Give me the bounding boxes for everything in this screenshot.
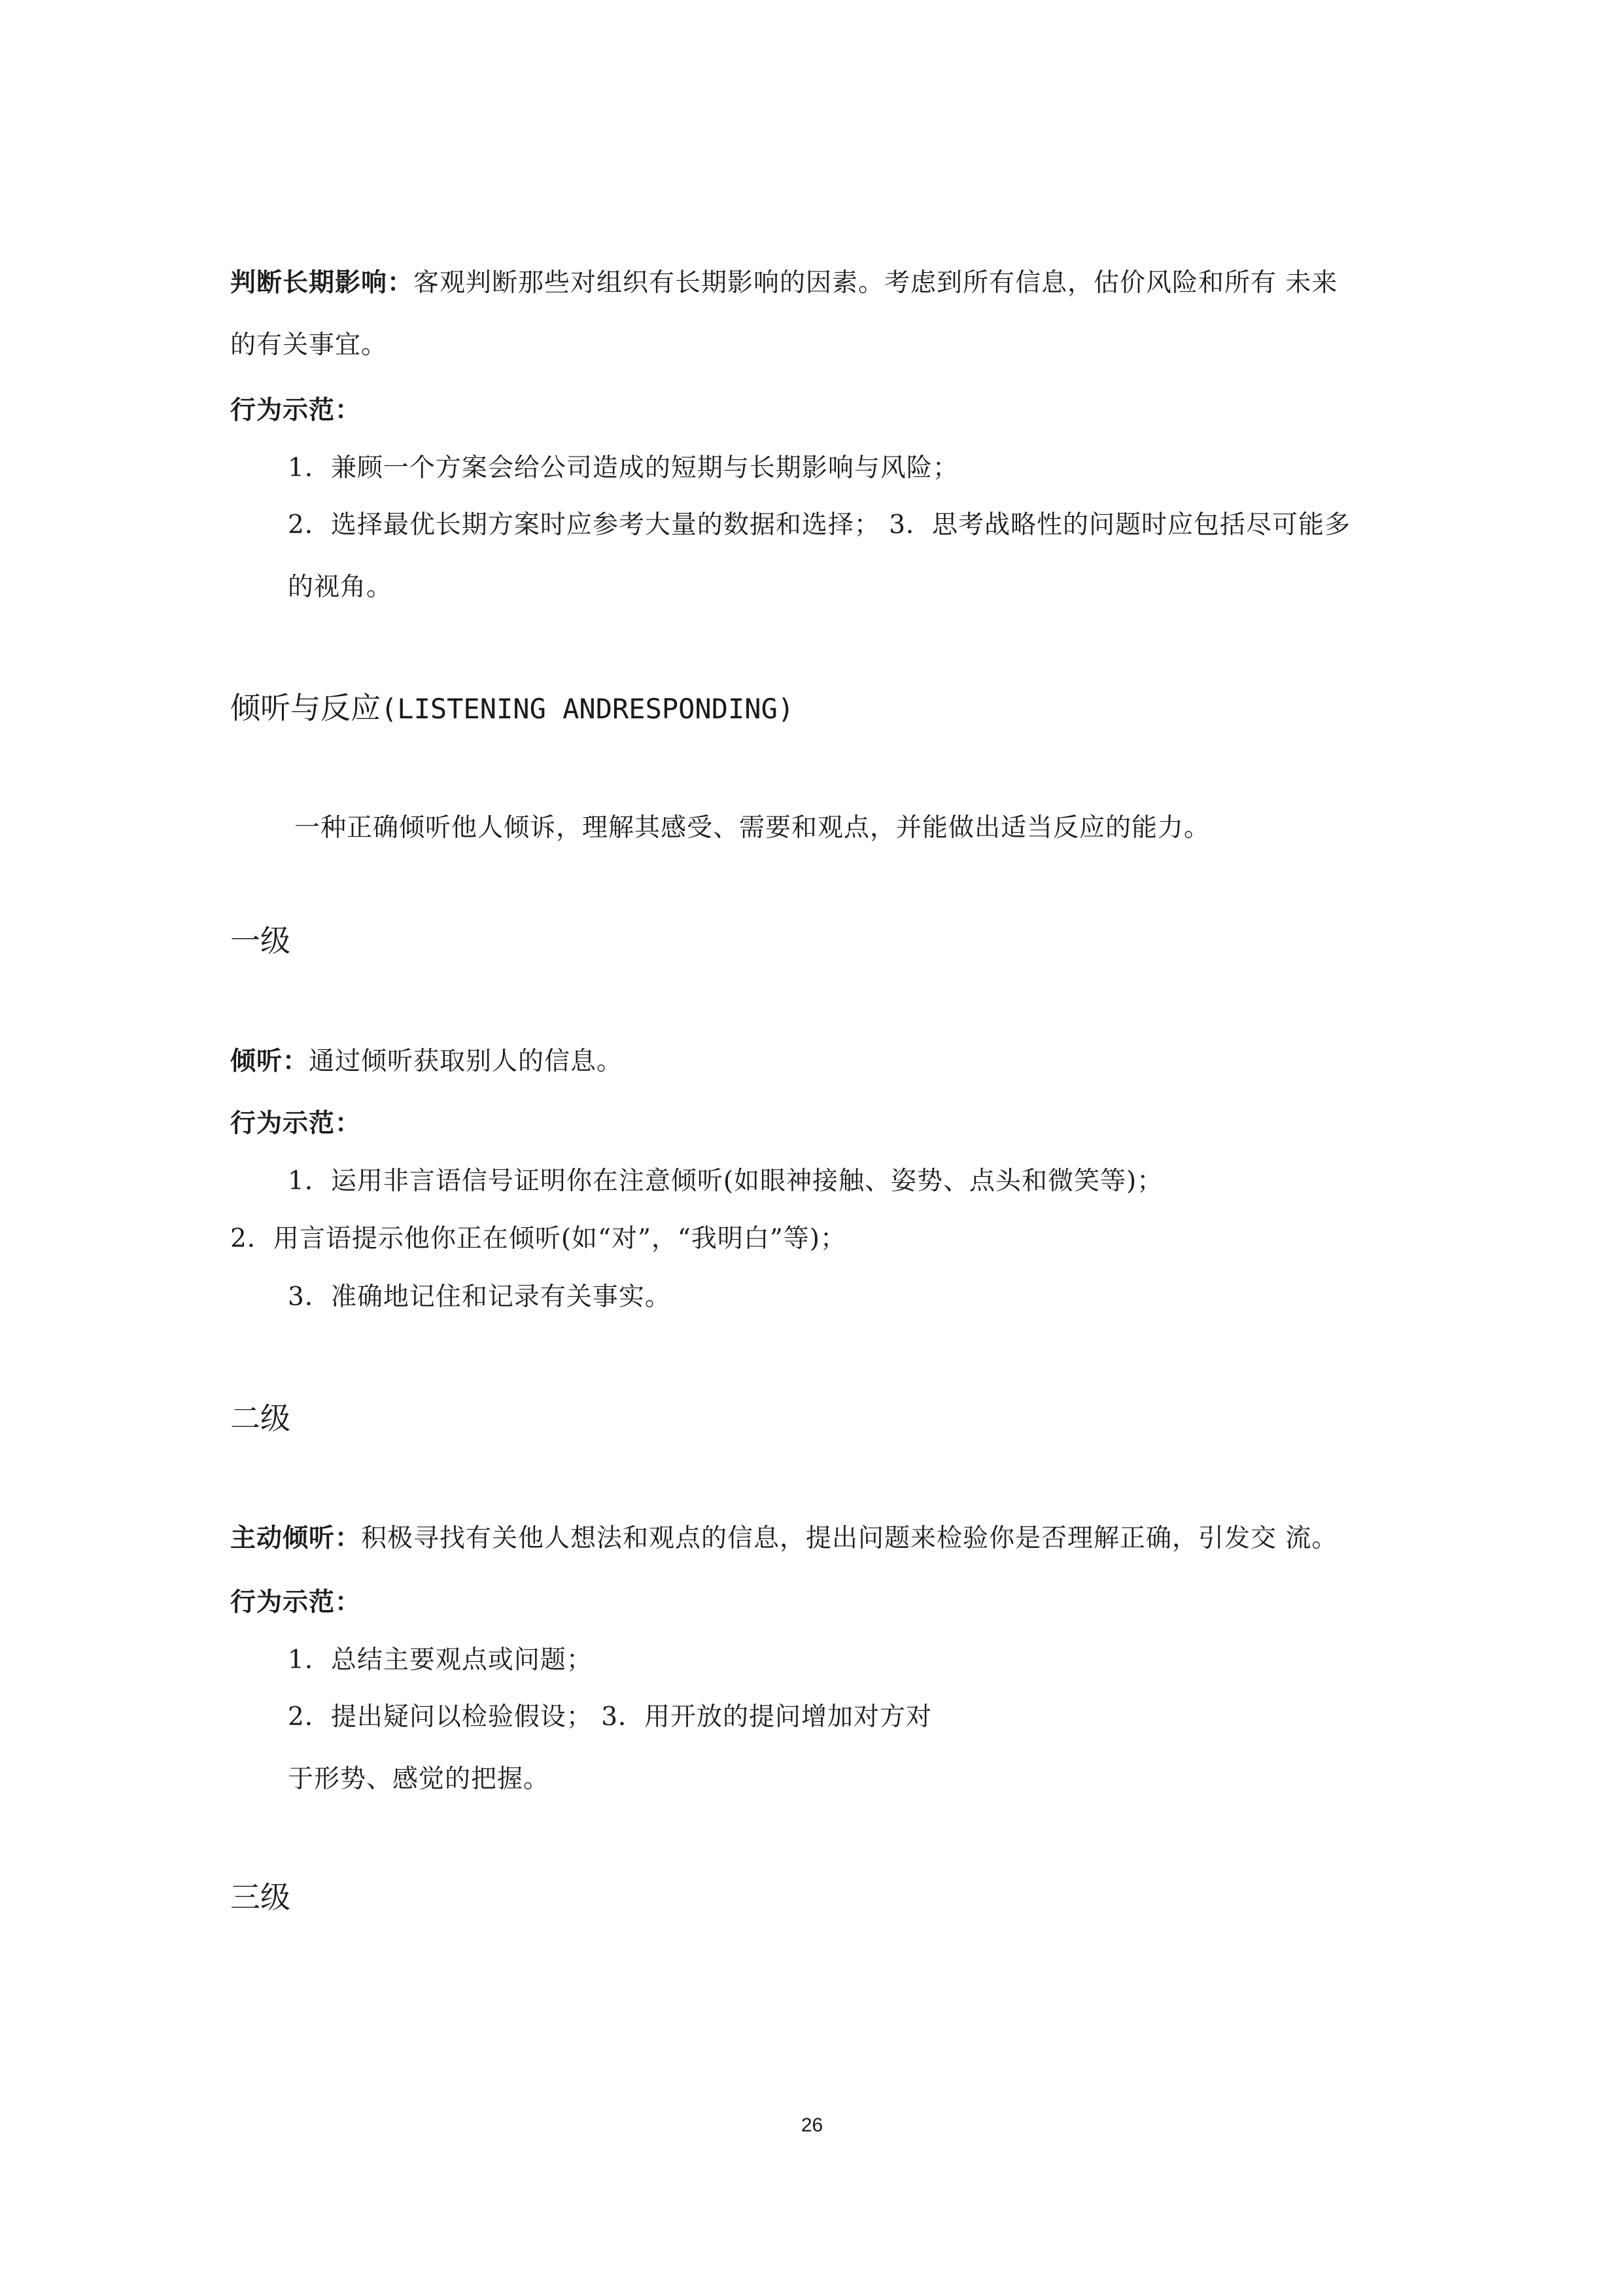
level-heading: 三级 [230,1880,290,1915]
behavior-item: 2．提出疑问以检验假设； 3．用开放的提问增加对方对 [288,1702,933,1732]
active-listening-definition-text: 积极寻找有关他人想法和观点的信息，提出问题来检验你是否理解正确，引发交 流。 [361,1524,1338,1553]
listening-definition-text: 通过倾听获取别人的信息。 [309,1047,623,1076]
long-term-impact-term: 判断长期影响： [230,268,414,298]
active-listening-definition [230,1520,1338,1557]
behavior-item-continued: 的视角。 [288,572,393,602]
behavior-label: 行为示范： [230,396,362,425]
behavior-item: 2．选择最优长期方案时应参考大量的数据和选择； 3．思考战略性的问题时应包括尽可能多 [288,510,1351,540]
competency-title-cn: 倾听与反应 [230,690,381,726]
behavior-item: 3．准确地记住和记录有关事实。 [288,1282,671,1312]
competency-title-en: (LISTENING ANDRESPONDING) [381,693,795,725]
long-term-impact-definition: 客观判断那些对组织有长期影响的因素。考虑到所有信息，估价风险和所有 未来 [413,268,1338,298]
long-term-impact-definition-line1 [230,265,1338,302]
behavior-item-continued: 于形势、感觉的把握。 [288,1764,550,1794]
page-number: 26 [801,2114,823,2136]
listening-term: 倾听： [230,1047,309,1076]
competency-title [230,687,794,730]
competency-description: 一种正确倾听他人倾诉，理解其感受、需要和观点，并能做出适当反应的能力。 [294,813,1211,843]
behavior-item: 2．用言语提示他你正在倾听(如“对”，“我明白”等)； [230,1224,846,1253]
listening-definition [230,1043,623,1080]
behavior-item: 1．运用非言语信号证明你在注意倾听(如眼神接触、姿势、点头和微笑等)； [288,1166,1164,1196]
behavior-item: 1．兼顾一个方案会给公司造成的短期与长期影响与风险； [288,453,959,483]
long-term-impact-definition-line2: 的有关事宜。 [230,330,388,360]
level-heading: 一级 [230,923,290,958]
behavior-label: 行为示范： [230,1109,362,1138]
behavior-item: 1．总结主要观点或问题； [288,1645,593,1675]
behavior-label: 行为示范： [230,1588,362,1617]
level-heading: 二级 [230,1401,290,1436]
active-listening-term: 主动倾听： [230,1524,362,1553]
